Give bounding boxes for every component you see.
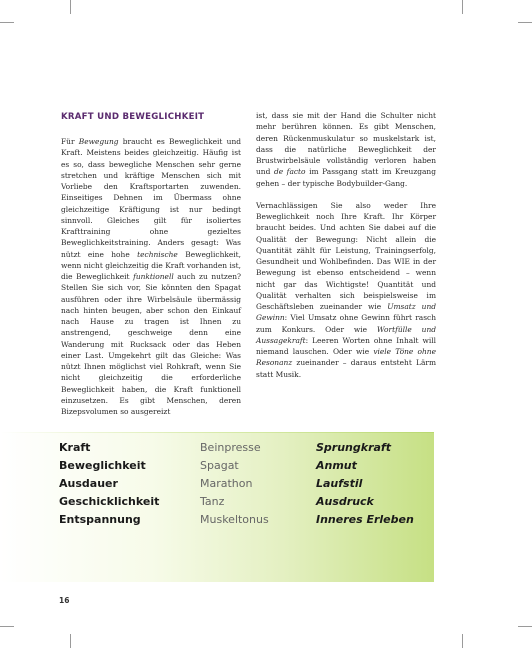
quality-cell: Ausdruck: [316, 495, 374, 508]
page-number: 16: [59, 596, 70, 605]
terms-band-rule: [0, 432, 434, 433]
quality-cell: Sprungkraft: [316, 441, 391, 454]
crop-mark: [518, 626, 532, 627]
terms-table: [59, 439, 446, 529]
emphasis-text: Bewegung: [78, 137, 119, 146]
example-cell: Spagat: [200, 459, 239, 472]
example-cell: Marathon: [200, 477, 253, 490]
crop-mark: [518, 22, 532, 23]
emphasis-text: Umsatz und Gewinn: [256, 302, 436, 323]
term-cell: Geschicklichkeit: [59, 495, 160, 508]
right-column: [256, 110, 436, 380]
quality-cell: Inneres Erleben: [316, 513, 414, 526]
example-cell: Tanz: [200, 495, 225, 508]
term-cell: Kraft: [59, 441, 91, 454]
right-paragraph-1: ist, dass sie mit der Hand die Schulter nicht mehr berühren können. Es gibt Menschen, deren Rückenmuskulatur so muskelstark ist, dass die natürliche Beweglichkeit der Brustwirbelsäule vollständig verloren haben und de facto im Passgang statt im Kreuzgang gehen – der typische Bodybuilder-Gang.: [256, 111, 436, 188]
example-cell: Muskeltonus: [200, 513, 269, 526]
emphasis-text: viele Töne ohne Resonanz: [256, 347, 436, 368]
example-cell: Beinpresse: [200, 441, 261, 454]
right-paragraph-2: Vernachlässigen Sie also weder Ihre Beweglichkeit noch Ihre Kraft. Ihr Körper braucht beides. Und achten Sie dabei auf die Qualität der Bewegung: Nicht allein die Quantität zählt für Leistung, Trainingserfolg, Gesundheit und Wohlbefinden. Das WIE in der Bewegung ist ebenso entscheidend – wenn nicht gar das Wichtigste! Quantität und Qualität verhalten sich beispielsweise im Geschäftsleben zueinander wie Umsatz und Gewinn: Viel Umsatz ohne Gewinn führt rasch zum Konkurs. Oder wie Wortfülle und Aussagekraft: Leeren Worten ohne Inhalt will niemand lauschen. Oder wie viele Töne ohne Resonanz zueinander – daraus entsteht Lärm statt Musik.: [256, 200, 436, 379]
term-cell: Entspannung: [59, 513, 141, 526]
left-column: [61, 112, 241, 417]
crop-mark: [462, 0, 463, 14]
crop-mark: [462, 634, 463, 648]
term-cell: Ausdauer: [59, 477, 118, 490]
quality-cell: Anmut: [316, 459, 357, 472]
term-cell: Beweglichkeit: [59, 459, 146, 472]
crop-mark: [0, 626, 14, 627]
emphasis-text: technische: [137, 249, 178, 259]
emphasis-text: de facto: [273, 167, 306, 177]
left-paragraph: Für Bewegung braucht es Beweglichkeit und Kraft. Meistens beides gleichzeitig. Häufig ist es so, dass bewegliche Menschen sehr gerne stretchen und kräftige Menschen sich mit Vorliebe den Kraftsportarten zuwenden. Einseitiges Dehnen im Übermass ohne gleichzeitige Kräftigung ist nur bedingt sinnvoll. Gleiches gilt für isoliertes Krafttraining ohne gezieltes Beweglichkeitstraining. Anders gesagt: Was nützt eine hohe technische Beweglichkeit, wenn nicht gleichzeitig die Kraft vorhanden ist, die Beweglichkeit funktionell auch zu nutzen? Stellen Sie sich vor, Sie könnten den Spagat ausführen oder ihre Wirbelsäule übermässig nach hinten beugen, aber schon den Einkauf nach Hause zu tragen ist Ihnen zu anstrengend, geschweige denn eine Wanderung mit Rucksack oder das Heben einer Last. Umgekehrt gilt das Gleiche: Was nützt Ihnen möglichst viel Rohkraft, wenn Sie nicht gleichzeitig die erforderliche Beweglichkeit haben, die Kraft funktionell einzusetzen. Es gibt Menschen, deren Bizepsvolumen so ausgereizt: [61, 137, 242, 416]
section-heading: KRAFT UND BEWEGLICHKEIT: [61, 112, 205, 122]
crop-mark: [0, 22, 14, 23]
quality-cell: Laufstil: [316, 477, 363, 490]
crop-mark: [70, 0, 71, 14]
emphasis-text: Wortfülle und Aussagekraft: [256, 324, 436, 345]
crop-mark: [70, 634, 71, 648]
emphasis-text: funktionell: [133, 272, 174, 281]
